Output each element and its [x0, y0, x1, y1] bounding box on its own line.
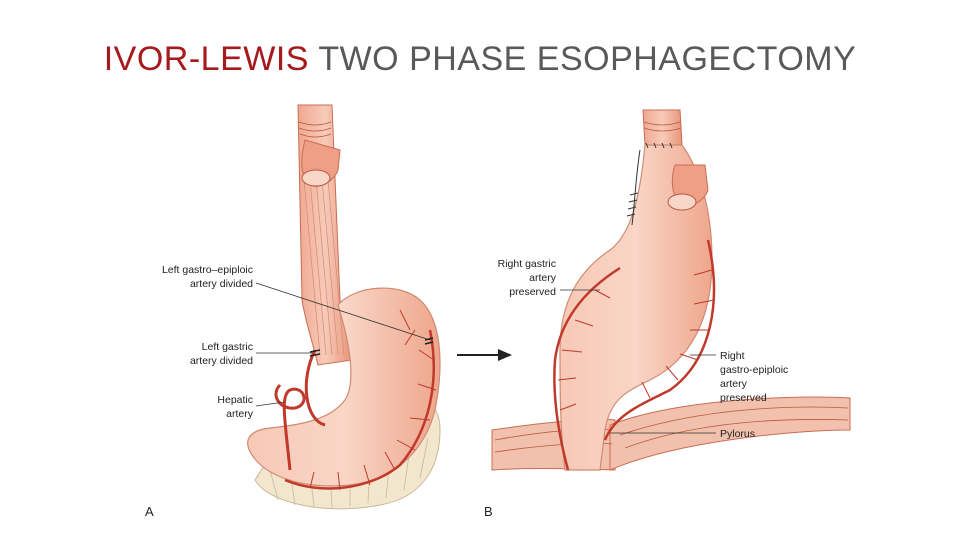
label-right-gastroepiploic-2: gastro-epiploic: [720, 364, 789, 376]
label-right-gastric-3: preserved: [509, 286, 556, 298]
vessel-lumen-a: [302, 170, 330, 186]
esophagus-stump-b: [643, 110, 682, 145]
transition-arrow: [457, 349, 512, 361]
label-left-gastroepiploic-1: Left gastro–epiploic: [161, 264, 253, 276]
vessel-lumen-b: [668, 194, 696, 210]
label-right-gastroepiploic-4: preserved: [720, 392, 767, 404]
panel-letter-b: B: [484, 504, 493, 519]
label-right-gastroepiploic-1: Right: [720, 350, 745, 362]
panel-letter-a: A: [145, 504, 154, 519]
label-left-gastroepiploic-2: artery divided: [189, 278, 253, 290]
label-hepatic-2: artery: [226, 408, 253, 420]
label-right-gastric-1: Right gastric: [497, 258, 556, 270]
label-left-gastric-2: artery divided: [189, 355, 253, 367]
title-rest: TWO PHASE ESOPHAGECTOMY: [318, 40, 857, 78]
label-right-gastroepiploic-3: artery: [720, 378, 747, 390]
label-hepatic-1: Hepatic: [217, 394, 253, 406]
panel-a: [248, 105, 440, 509]
label-left-gastric-1: Left gastric: [201, 341, 253, 353]
label-pylorus: Pylorus: [720, 428, 756, 440]
labels-panel-a: [145, 264, 254, 519]
label-right-gastric-2: artery: [529, 272, 556, 284]
title-accent: IVOR-LEWIS: [103, 40, 309, 78]
